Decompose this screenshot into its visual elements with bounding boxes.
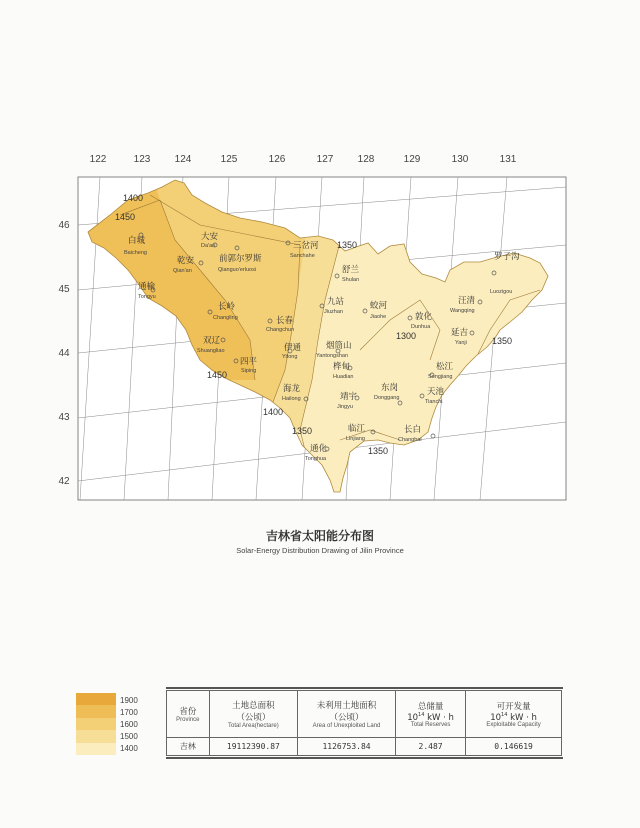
city-label-zh: 长白 (404, 425, 422, 435)
city-label-zh: 临江 (348, 424, 366, 434)
table-bottom-rule (166, 757, 563, 759)
city-label-en: Linjiang (346, 436, 365, 442)
city-label-en: Shulan (342, 277, 360, 283)
city-label-zh: 乾安 (177, 256, 195, 266)
city-label-en: Jingyu (337, 404, 353, 410)
table-row (167, 738, 562, 756)
header-unit (469, 712, 558, 723)
isoline-label: 1350 (492, 336, 513, 346)
unit-base: 10 (490, 712, 502, 723)
map-subtitle: Solar-Energy Distribution Drawing of Jilin Province (236, 546, 404, 555)
city-label-zh: 蛟河 (370, 301, 388, 311)
isoline-label: 1450 (115, 212, 136, 222)
cell-total-area: 19112390.87 (209, 738, 297, 756)
city-label-zh: 大安 (201, 232, 219, 242)
legend-label: 1900 (120, 696, 138, 705)
legend-swatch (76, 743, 116, 755)
header-zh: 未利用土地面积 (316, 701, 377, 711)
map-title: 吉林省太阳能分布图 (265, 529, 374, 543)
lat-label: 46 (58, 220, 70, 231)
lon-label: 122 (89, 154, 107, 165)
solar-stats-table (166, 690, 562, 756)
city-label-en: Siping (241, 368, 257, 374)
city-label-en: Shuangliao (197, 348, 225, 354)
city-label-en: Yantongshan (316, 353, 349, 359)
lon-label: 124 (174, 154, 192, 165)
city-label-zh: 白城 (128, 236, 146, 246)
header-zh2: （公顷） (329, 713, 364, 723)
legend-swatches (76, 693, 116, 755)
city-label-zh: 伊通 (284, 343, 302, 353)
lat-label: 43 (58, 412, 70, 423)
city-label-en: Yanji (455, 340, 467, 346)
unit-suffix: kW · h (507, 712, 537, 723)
latitude-labels (58, 220, 70, 487)
header-zh2: （公顷） (236, 713, 271, 723)
header-zh: 总储量 (417, 701, 444, 712)
isoline-label: 1300 (396, 331, 417, 341)
city-label-en: Yitong (282, 354, 298, 360)
lat-label: 42 (58, 476, 70, 487)
city-label-en: Luozigou (490, 289, 513, 295)
header-zh: 可开发量 (496, 701, 531, 712)
header-unit (399, 712, 462, 723)
city-label-zh: 长岭 (218, 302, 236, 312)
isoline-label: 1350 (368, 446, 389, 456)
city-label-en: Songjiang (428, 374, 453, 380)
city-label-en: Tonghua (305, 456, 327, 462)
lon-label: 129 (403, 154, 421, 165)
isoline-label: 1400 (263, 407, 284, 417)
city-label-zh: 海龙 (283, 384, 301, 394)
legend-label: 1600 (120, 720, 138, 729)
city-label-en: Tianchi (425, 399, 443, 405)
cell-province: 吉林 (167, 738, 210, 756)
header-en: Area of Unexploited Land (312, 723, 381, 729)
cell-exploitable-capacity: 0.146619 (466, 738, 562, 756)
city-label-en: Donggang (374, 395, 400, 401)
city-label-zh: 四平 (240, 357, 258, 367)
city-label-zh: 双辽 (203, 336, 221, 346)
header-en: Exploitable Capacity (486, 722, 541, 729)
city-label-zh: 三岔河 (293, 241, 319, 251)
city-label-en: Qian'an (173, 268, 192, 274)
city-label-en: Changbai (398, 437, 422, 443)
unit-suffix: kW · h (424, 712, 454, 723)
cell-unexploited-land: 1126753.84 (298, 738, 396, 756)
city-label-zh: 敦化 (415, 312, 433, 322)
city-label-zh: 前郭尔罗斯 (219, 254, 262, 264)
legend-label: 1500 (120, 732, 138, 741)
header-en: Total Area(hectare) (228, 723, 279, 729)
city-label-en: Changchun (266, 327, 295, 333)
city-label-zh: 汪清 (458, 296, 476, 306)
unit-base: 10 (407, 712, 419, 723)
city-label-en: Jiuzhan (324, 309, 343, 315)
color-legend (76, 693, 162, 755)
city-label-en: Da'an (201, 243, 216, 249)
lon-label: 126 (268, 154, 286, 165)
lon-label: 127 (316, 154, 334, 165)
legend-label: 1400 (120, 744, 138, 753)
city-label-en: Changling (213, 315, 238, 321)
city-label-zh: 通化 (310, 444, 328, 454)
lon-label: 128 (357, 154, 375, 165)
city-label-en: Hailong (282, 396, 301, 402)
longitude-labels (90, 154, 517, 165)
city-label-en: Wangqing (450, 308, 475, 314)
header-total-area (209, 691, 297, 738)
legend-swatch (76, 693, 116, 705)
isoline-label: 1350 (337, 240, 358, 250)
lon-label: 130 (451, 154, 469, 165)
city-label-zh: 烟筒山 (326, 341, 352, 351)
header-en: Total Reserves (410, 722, 451, 729)
city-label-en: Jiaohe (370, 314, 387, 320)
unit-exponent: 14 (501, 711, 508, 718)
city-label-zh: 桦甸 (333, 362, 351, 372)
lon-label: 123 (133, 154, 151, 165)
header-en: Province (176, 717, 200, 723)
legend-swatch (76, 705, 116, 717)
header-exploitable-capacity (466, 691, 562, 738)
cell-total-reserves: 2.487 (396, 738, 466, 756)
city-label-en: Baicheng (124, 250, 147, 256)
city-label-zh: 舒兰 (342, 265, 360, 275)
header-zh: 土地总面积 (232, 701, 275, 711)
city-label-zh: 延吉 (451, 328, 469, 338)
table-header-row (167, 691, 562, 738)
isoline-label: 1450 (207, 370, 228, 380)
city-label-zh: 通榆 (138, 282, 156, 292)
unit-exponent: 14 (418, 711, 425, 718)
header-zh: 省份 (179, 707, 197, 717)
city-label-en: Sanchahe (290, 253, 315, 259)
city-label-zh: 天池 (427, 387, 445, 397)
lon-label: 131 (499, 154, 517, 165)
lon-label: 125 (220, 154, 238, 165)
isoline-label: 1350 (292, 426, 313, 436)
city-label-zh: 东岗 (381, 383, 399, 393)
header-total-reserves (396, 691, 466, 738)
legend-label: 1700 (120, 708, 138, 717)
city-label-en: Dunhua (411, 324, 431, 330)
city-label-en: Qianguo'erluosi (218, 267, 257, 273)
header-unexploited-land (298, 691, 396, 738)
header-province (167, 691, 210, 738)
city-label-zh: 长春 (276, 316, 294, 326)
legend-swatch (76, 730, 116, 742)
lat-label: 45 (58, 284, 70, 295)
table-top-rule (166, 687, 563, 689)
city-label-zh: 靖宇 (340, 392, 358, 402)
city-label-en: Huadian (333, 374, 354, 380)
city-label-zh: 罗子沟 (494, 252, 520, 262)
city-label-en: Tongyu (138, 294, 156, 300)
city-label-zh: 九站 (327, 297, 345, 307)
city-label-zh: 松江 (436, 362, 454, 372)
lat-label: 44 (58, 348, 70, 359)
legend-swatch (76, 718, 116, 730)
isoline-label: 1400 (123, 193, 144, 203)
